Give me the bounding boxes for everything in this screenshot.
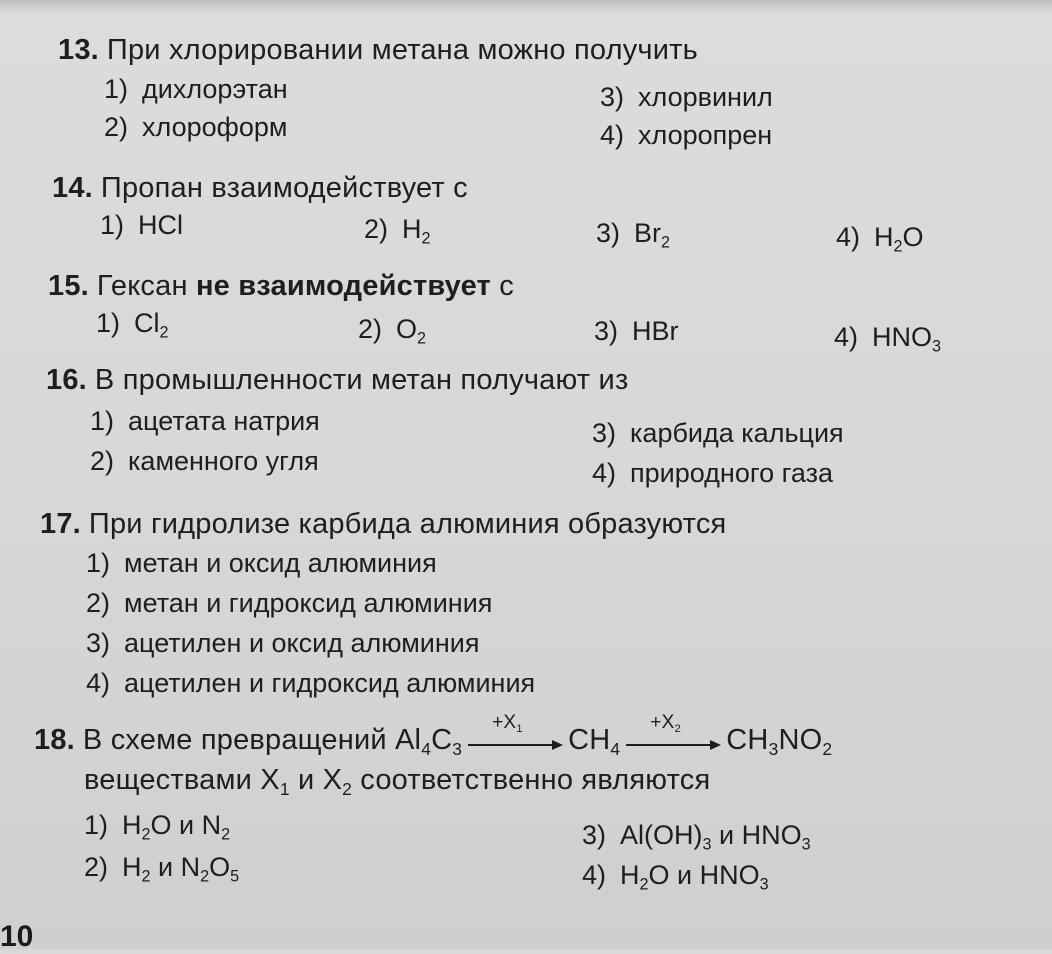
question-14-text: Пропан взаимодействует с [100, 172, 468, 204]
question-13-number: 13. [58, 34, 99, 66]
scheme-al4c3: $Al_4C_3$ [395, 724, 463, 760]
arrow-2-label: $+X_2$ [650, 712, 681, 736]
question-15-title: 15. Гексан не взаимодействует с [48, 270, 514, 302]
question-13-text: При хлорировании метана можно получить [106, 34, 698, 66]
q18-option-1: 1) $H_2O$ и $N_2$ [84, 810, 231, 844]
question-18-text: В схеме превращений [82, 724, 387, 756]
scheme-arrow-1 [466, 712, 564, 756]
question-14-number: 14. [52, 172, 93, 204]
q13-option-2: 2) хлороформ [104, 112, 288, 142]
question-14-title [52, 172, 468, 205]
q14-option-3: 3) $Br_2$ [596, 218, 671, 252]
question-16-text: В промышленности метан получают из [94, 364, 629, 396]
question-16-title [46, 364, 628, 397]
scheme-ch4: $CH_4$ [568, 724, 621, 760]
q16-option-4: 4) природного газа [592, 458, 833, 488]
arrow-right-icon [624, 740, 722, 750]
question-18-number: 18. [34, 724, 75, 756]
q15-option-1: 1) $Cl_2$ [96, 308, 169, 342]
scheme-ch3no2: $CH_3NO_2$ [726, 724, 833, 760]
page-top-shadow [0, 0, 1052, 14]
q18-option-4: 4) $H_2O$ и $HNO_3$ [582, 860, 769, 894]
q16-option-2: 2) каменного угля [90, 446, 319, 476]
question-17-title [40, 508, 726, 541]
q18-option-3: 3) $Al(OH)_3$ и $HNO_3$ [582, 820, 811, 854]
q15-option-2: 2) $O_2$ [358, 314, 427, 348]
question-16-number: 16. [46, 364, 87, 396]
question-17-number: 17. [40, 508, 81, 540]
q13-option-3: 3) хлорвинил [600, 82, 773, 112]
q13-option-1: 1) дихлорэтан [104, 74, 288, 104]
q14-option-2: 2) $H_2$ [364, 214, 431, 248]
q16-option-1: 1) ацетата натрия [90, 406, 320, 436]
page-number-fragment: 10 [0, 920, 34, 953]
q17-option-1: 1) метан и оксид алюминия [86, 548, 437, 578]
q17-option-3: 3) ацетилен и оксид алюминия [86, 628, 480, 658]
q16-option-3: 3) карбида кальция [592, 418, 844, 448]
question-15-emphasis: не взаимодействует [195, 270, 491, 302]
question-18-line-2: веществами $X_1$ и $X_2$ соответственно являются [84, 764, 711, 800]
q14-option-4: 4) $H_2O$ [836, 222, 924, 256]
q13-option-4: 4) хлоропрен [600, 120, 773, 150]
question-17-text: При гидролизе карбида алюминия образуются [88, 508, 727, 540]
q15-option-4: 4) $HNO_3$ [834, 322, 942, 356]
q14-option-1: 1) HCl [100, 210, 184, 240]
q15-option-3: 3) HBr [594, 316, 679, 346]
question-13-title [58, 34, 698, 67]
question-15-number: 15. [48, 270, 89, 302]
arrow-right-icon [466, 740, 564, 750]
scheme-arrow-2 [624, 712, 722, 756]
q18-option-2: 2) $H_2$ и $N_2O_5$ [84, 852, 240, 886]
q17-option-4: 4) ацетилен и гидроксид алюминия [86, 668, 536, 698]
arrow-1-label: $+X_1$ [492, 712, 523, 736]
q17-option-2: 2) метан и гидроксид алюминия [86, 588, 493, 618]
question-18-title [34, 712, 833, 760]
